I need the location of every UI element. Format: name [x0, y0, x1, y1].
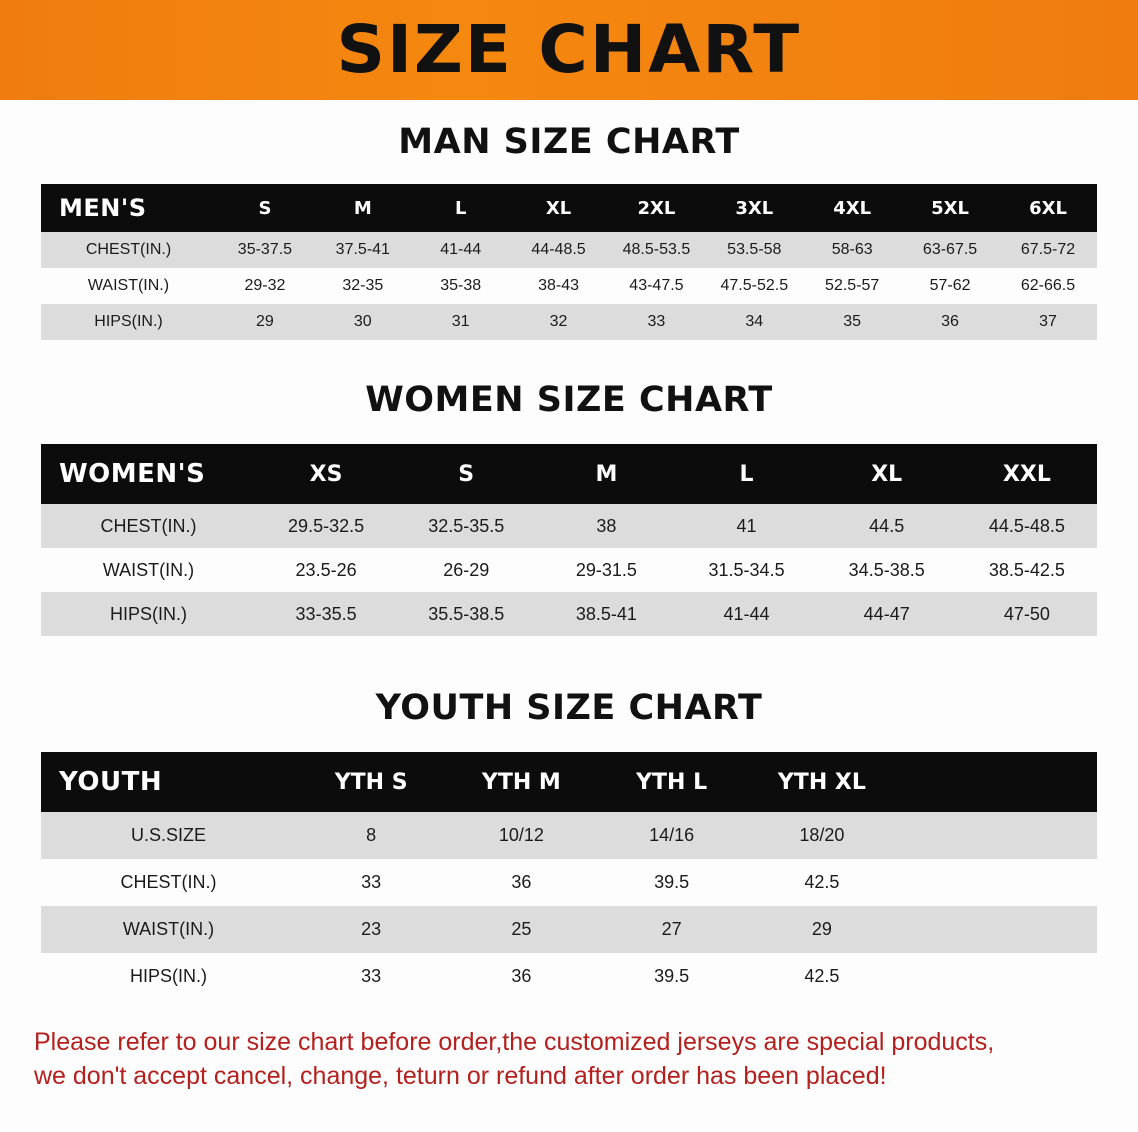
table-row [41, 548, 1097, 592]
cell: 37.5-41 [314, 232, 412, 268]
row-label: WAIST(IN.) [41, 906, 296, 953]
table-header-row [41, 752, 1097, 812]
table-row [41, 232, 1097, 268]
man-header-cell: 5XL [901, 184, 999, 232]
table-row [41, 592, 1097, 636]
row-label: WAIST(IN.) [41, 548, 256, 592]
cell: 58-63 [803, 232, 901, 268]
cell: 38.5-42.5 [957, 548, 1097, 592]
cell: 35-37.5 [216, 232, 314, 268]
cell: 43-47.5 [608, 268, 706, 304]
women-table-body [41, 504, 1097, 636]
cell: 30 [314, 304, 412, 340]
cell: 29 [216, 304, 314, 340]
man-size-table [41, 184, 1097, 340]
cell: 41-44 [676, 592, 816, 636]
youth-header-cell: YTH L [597, 752, 747, 812]
cell: 53.5-58 [705, 232, 803, 268]
row-label: HIPS(IN.) [41, 592, 256, 636]
table-row [41, 304, 1097, 340]
cell: 62-66.5 [999, 268, 1097, 304]
table-row [41, 812, 1097, 859]
women-header-cell: S [396, 444, 536, 504]
cell: 29-31.5 [536, 548, 676, 592]
cell: 44.5 [817, 504, 957, 548]
cell: 33 [608, 304, 706, 340]
cell: 18/20 [747, 812, 897, 859]
youth-header-spacer [897, 752, 1097, 812]
cell: 63-67.5 [901, 232, 999, 268]
man-header-cell: 3XL [705, 184, 803, 232]
cell: 34.5-38.5 [817, 548, 957, 592]
cell: 44.5-48.5 [957, 504, 1097, 548]
cell: 33-35.5 [256, 592, 396, 636]
table-header-row [41, 184, 1097, 232]
cell: 35-38 [412, 268, 510, 304]
cell: 29-32 [216, 268, 314, 304]
cell: 31 [412, 304, 510, 340]
row-label: HIPS(IN.) [41, 304, 216, 340]
cell: 47-50 [957, 592, 1097, 636]
man-header-cell: XL [510, 184, 608, 232]
youth-section-title: YOUTH SIZE CHART [375, 688, 763, 728]
cell: 14/16 [597, 812, 747, 859]
cell: 23.5-26 [256, 548, 396, 592]
cell: 38-43 [510, 268, 608, 304]
cell: 42.5 [747, 953, 897, 1000]
table-row [41, 906, 1097, 953]
man-header-label: MEN'S [41, 184, 216, 232]
women-table-head [41, 444, 1097, 504]
women-header-cell: L [676, 444, 816, 504]
cell-spacer [897, 953, 1097, 1000]
disclaimer-line-2: we don't accept cancel, change, teturn or refund after order has been placed! [34, 1061, 887, 1090]
row-label: CHEST(IN.) [41, 859, 296, 906]
cell: 32 [510, 304, 608, 340]
youth-header-label: YOUTH [41, 752, 296, 812]
women-table-wrapper [0, 444, 1138, 636]
cell: 48.5-53.5 [608, 232, 706, 268]
cell: 41 [676, 504, 816, 548]
cell: 47.5-52.5 [705, 268, 803, 304]
cell: 32.5-35.5 [396, 504, 536, 548]
man-header-cell: 6XL [999, 184, 1097, 232]
women-header-label: WOMEN'S [41, 444, 256, 504]
banner-title: SIZE CHART [336, 11, 802, 88]
cell: 57-62 [901, 268, 999, 304]
row-label: CHEST(IN.) [41, 504, 256, 548]
man-header-cell: L [412, 184, 510, 232]
table-row [41, 268, 1097, 304]
youth-header-cell: YTH XL [747, 752, 897, 812]
cell: 33 [296, 953, 446, 1000]
man-header-cell: S [216, 184, 314, 232]
cell: 38 [536, 504, 676, 548]
cell: 31.5-34.5 [676, 548, 816, 592]
cell: 10/12 [446, 812, 596, 859]
man-table-head [41, 184, 1097, 232]
women-header-cell: XS [256, 444, 396, 504]
cell-spacer [897, 906, 1097, 953]
cell: 33 [296, 859, 446, 906]
cell: 37 [999, 304, 1097, 340]
cell: 38.5-41 [536, 592, 676, 636]
table-row [41, 859, 1097, 906]
youth-table-head [41, 752, 1097, 812]
cell: 39.5 [597, 953, 747, 1000]
women-size-table [41, 444, 1097, 636]
man-section-title: MAN SIZE CHART [398, 122, 740, 162]
cell: 44-48.5 [510, 232, 608, 268]
banner [0, 0, 1138, 100]
table-row [41, 504, 1097, 548]
women-header-cell: XL [817, 444, 957, 504]
row-label: CHEST(IN.) [41, 232, 216, 268]
row-label: U.S.SIZE [41, 812, 296, 859]
cell: 25 [446, 906, 596, 953]
cell: 39.5 [597, 859, 747, 906]
cell: 52.5-57 [803, 268, 901, 304]
cell: 34 [705, 304, 803, 340]
youth-header-cell: YTH M [446, 752, 596, 812]
cell: 23 [296, 906, 446, 953]
cell-spacer [897, 859, 1097, 906]
man-header-cell: 4XL [803, 184, 901, 232]
youth-table-body [41, 812, 1097, 1000]
row-label: HIPS(IN.) [41, 953, 296, 1000]
cell: 27 [597, 906, 747, 953]
cell: 29 [747, 906, 897, 953]
cell-spacer [897, 812, 1097, 859]
cell: 36 [901, 304, 999, 340]
cell: 44-47 [817, 592, 957, 636]
cell: 36 [446, 859, 596, 906]
women-section-title: WOMEN SIZE CHART [365, 380, 773, 420]
disclaimer-note [34, 1026, 1104, 1094]
disclaimer-line-1: Please refer to our size chart before order,the customized jerseys are special products, [34, 1028, 995, 1056]
man-table-wrapper [0, 184, 1138, 340]
man-table-body [41, 232, 1097, 340]
cell: 35 [803, 304, 901, 340]
cell: 42.5 [747, 859, 897, 906]
youth-table-wrapper [0, 752, 1138, 1000]
man-header-cell: 2XL [608, 184, 706, 232]
youth-size-table [41, 752, 1097, 1000]
cell: 35.5-38.5 [396, 592, 536, 636]
table-header-row [41, 444, 1097, 504]
women-header-cell: XXL [957, 444, 1097, 504]
table-row [41, 953, 1097, 1000]
cell: 67.5-72 [999, 232, 1097, 268]
cell: 29.5-32.5 [256, 504, 396, 548]
cell: 36 [446, 953, 596, 1000]
row-label: WAIST(IN.) [41, 268, 216, 304]
man-header-cell: M [314, 184, 412, 232]
cell: 26-29 [396, 548, 536, 592]
women-header-cell: M [536, 444, 676, 504]
youth-header-cell: YTH S [296, 752, 446, 812]
cell: 41-44 [412, 232, 510, 268]
cell: 8 [296, 812, 446, 859]
cell: 32-35 [314, 268, 412, 304]
